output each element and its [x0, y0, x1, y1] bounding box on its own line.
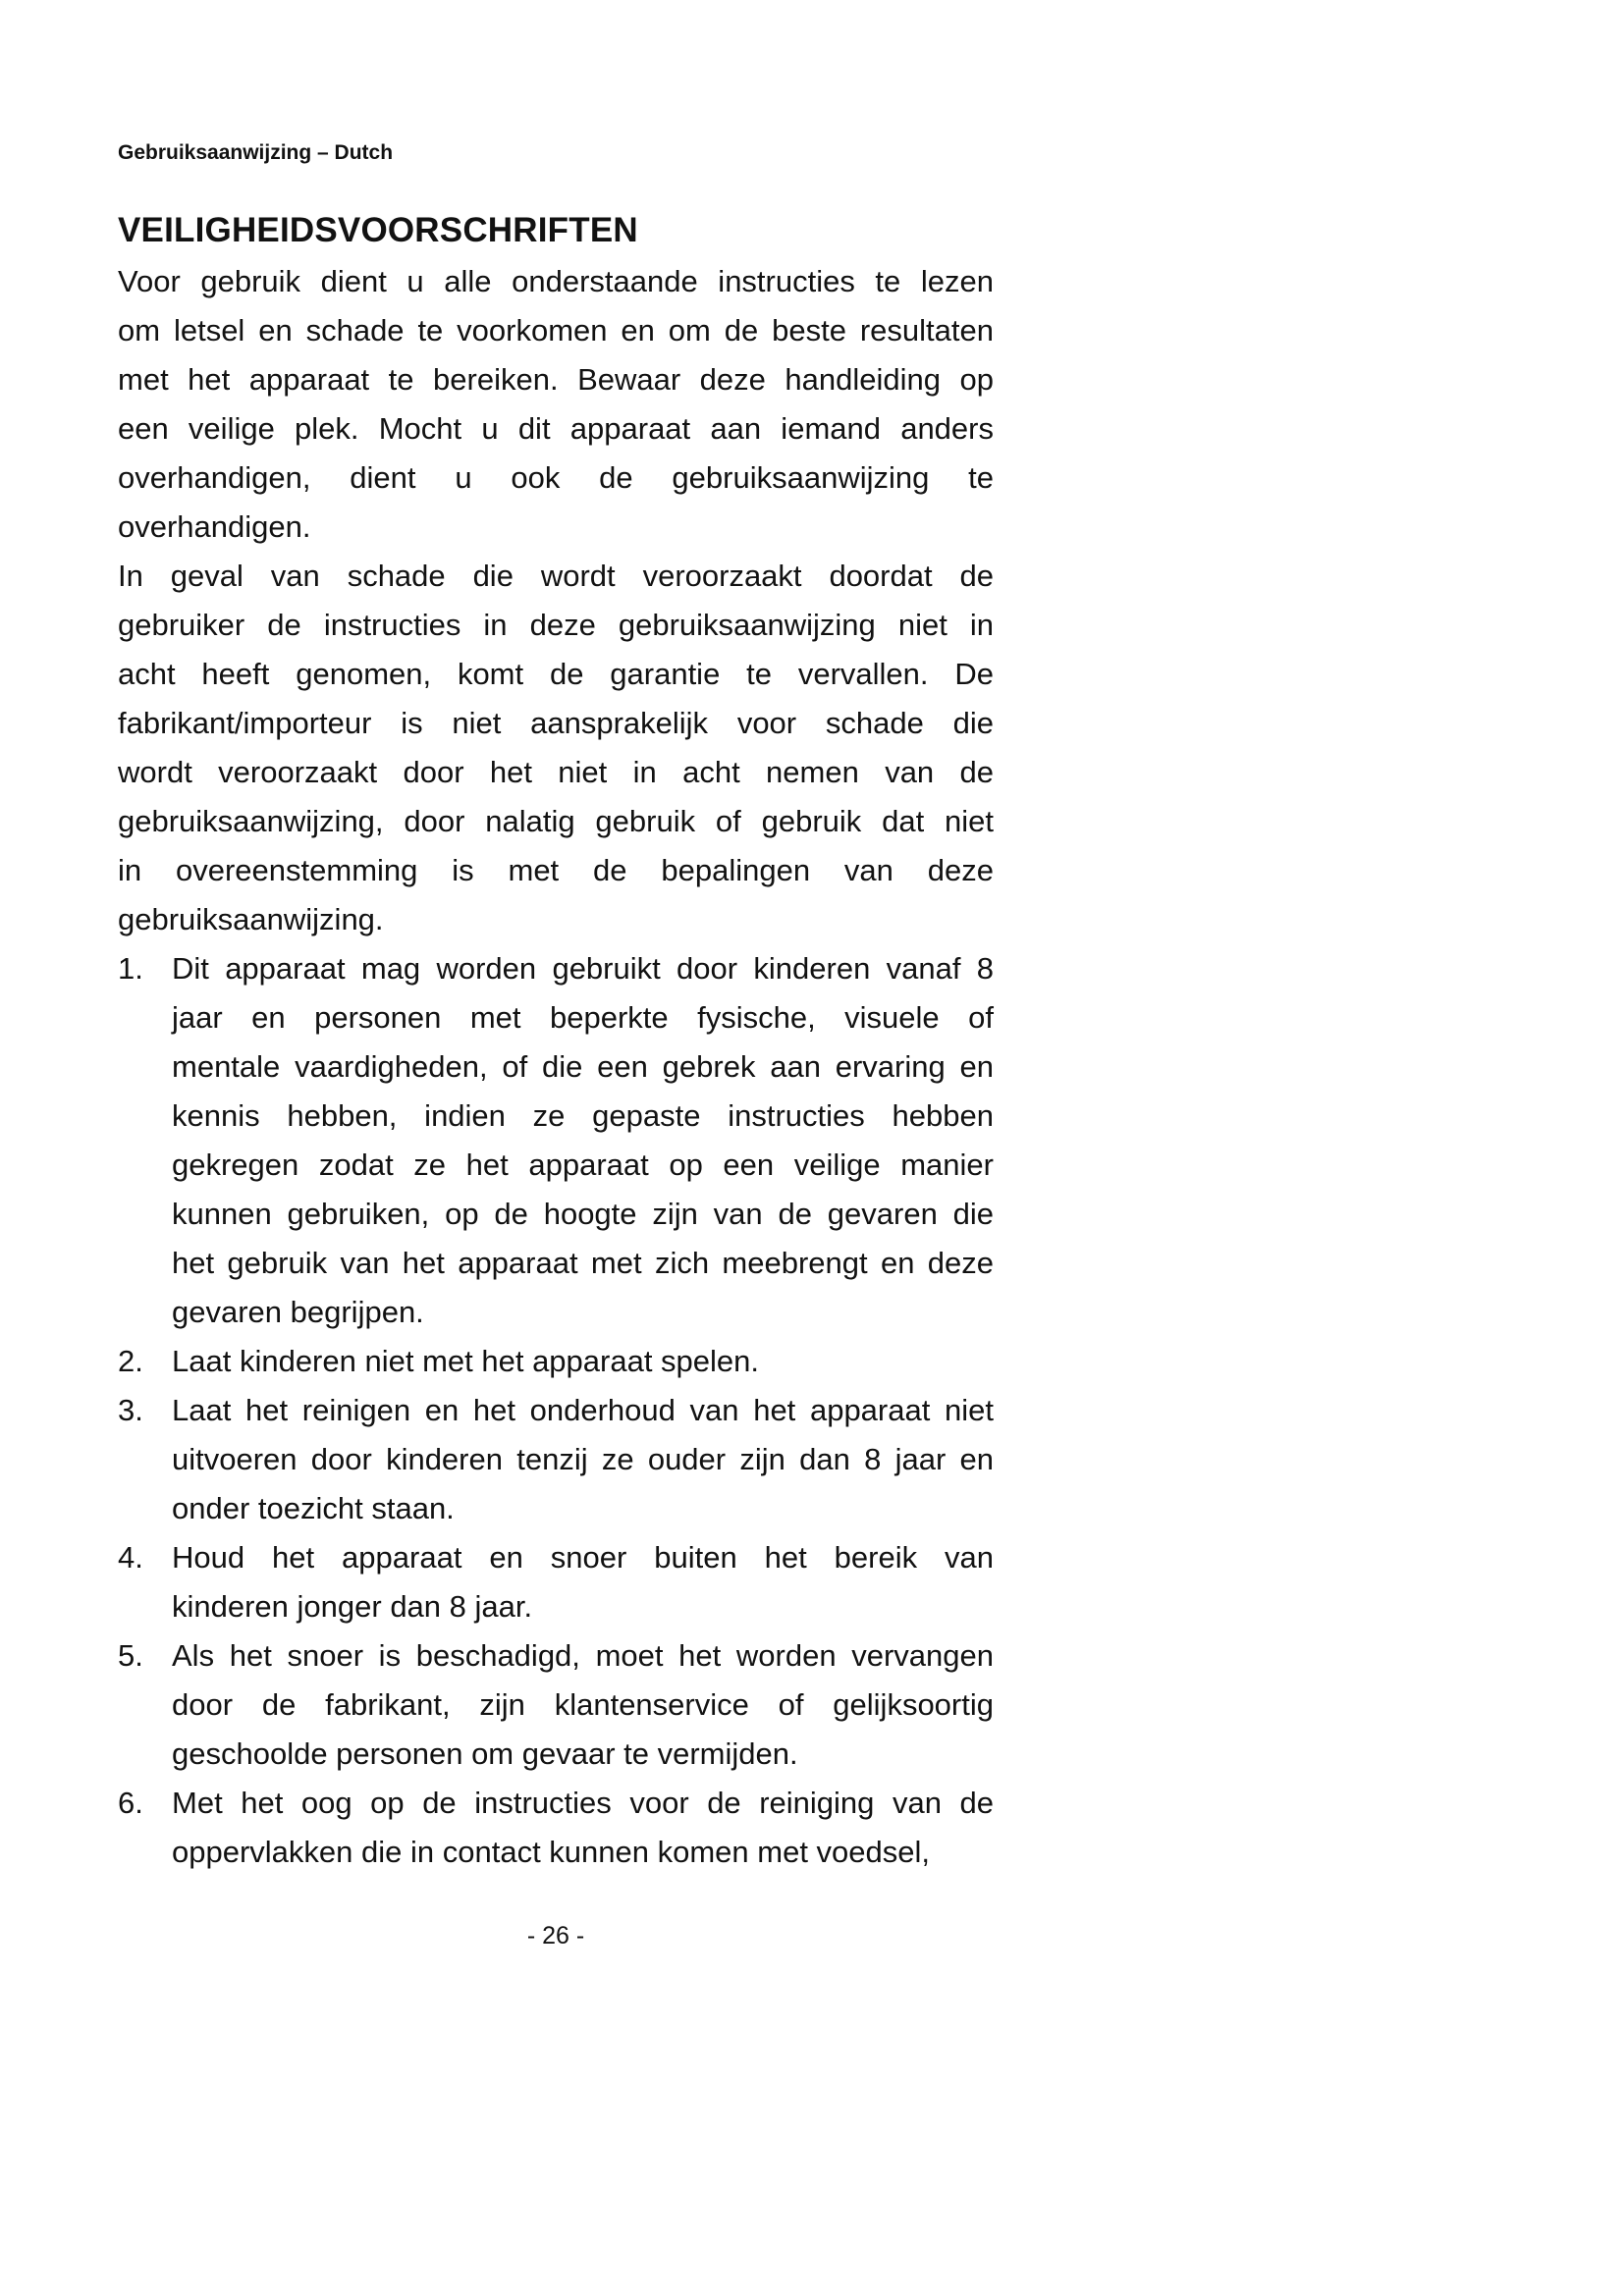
list-item-4: [118, 1533, 994, 1631]
text-line: acht heeft genomen, komt de garantie te vervallen. De: [118, 657, 994, 691]
text-line: het gebruik van het apparaat met zich meebrengt en deze: [172, 1246, 994, 1280]
text-line: door de fabrikant, zijn klantenservice of gelijksoortig: [172, 1687, 994, 1722]
list-item-3: [118, 1386, 994, 1533]
list-item-6: [118, 1779, 994, 1877]
text-line: met het apparaat te bereiken. Bewaar deze handleiding op: [118, 362, 994, 397]
section-title: VEILIGHEIDSVOORSCHRIFTEN: [118, 211, 638, 249]
text-line: Als het snoer is beschadigd, moet het worden vervangen: [172, 1638, 994, 1673]
list-item-text: [172, 1337, 994, 1386]
text-line: oppervlakken die in contact kunnen komen met voedsel,: [172, 1835, 931, 1869]
text-line: wordt veroorzaakt door het niet in acht nemen van de: [118, 755, 994, 789]
safety-instructions-list: [118, 944, 994, 1877]
list-item-number: 2.: [118, 1344, 143, 1378]
list-item-text: [172, 1631, 994, 1779]
warranty-paragraph: [118, 552, 994, 944]
document-header: Gebruiksaanwijzing – Dutch: [118, 141, 394, 164]
list-item-2: [118, 1337, 994, 1386]
text-line: een veilige plek. Mocht u dit apparaat aan iemand anders: [118, 411, 994, 446]
text-line: onder toezicht staan.: [172, 1491, 455, 1525]
text-line: Dit apparaat mag worden gebruikt door kinderen vanaf 8: [172, 951, 994, 986]
list-item-number: 4.: [118, 1540, 143, 1575]
list-item-number: 6.: [118, 1786, 143, 1820]
text-line: Laat kinderen niet met het apparaat spelen.: [172, 1344, 760, 1378]
list-item-number: 5.: [118, 1638, 143, 1673]
text-line: Voor gebruik dient u alle onderstaande instructies te lezen: [118, 264, 994, 298]
list-item-1: [118, 944, 994, 1337]
text-line: Met het oog op de instructies voor de reiniging van de: [172, 1786, 994, 1820]
document-content: [118, 204, 994, 1877]
intro-paragraph: [118, 257, 994, 552]
text-line: geschoolde personen om gevaar te vermijden.: [172, 1736, 798, 1771]
text-line: Houd het apparaat en snoer buiten het bereik van: [172, 1540, 994, 1575]
list-item-number: 1.: [118, 951, 143, 986]
text-line: mentale vaardigheden, of die een gebrek aan ervaring en: [172, 1049, 994, 1084]
list-item-text: [172, 1533, 994, 1631]
text-line: gebruiksaanwijzing, door nalatig gebruik of gebruik dat niet: [118, 804, 994, 838]
text-line: overhandigen, dient u ook de gebruiksaanwijzing te: [118, 460, 994, 495]
text-line: gebruiker de instructies in deze gebruiksaanwijzing niet in: [118, 608, 994, 642]
text-line: kennis hebben, indien ze gepaste instructies hebben: [172, 1098, 994, 1133]
text-line: jaar en personen met beperkte fysische, visuele of: [172, 1000, 994, 1035]
text-line: kunnen gebruiken, op de hoogte zijn van de gevaren die: [172, 1197, 994, 1231]
list-item-5: [118, 1631, 994, 1779]
list-item-text: [172, 944, 994, 1337]
text-line: In geval van schade die wordt veroorzaakt doordat de: [118, 559, 994, 593]
text-line: om letsel en schade te voorkomen en om de beste resultaten: [118, 313, 994, 347]
page-number: - 26 -: [526, 1922, 585, 1949]
list-item-text: [172, 1779, 994, 1877]
text-line: Laat het reinigen en het onderhoud van het apparaat niet: [172, 1393, 994, 1427]
text-line: kinderen jonger dan 8 jaar.: [172, 1589, 533, 1624]
text-line: gebruiksaanwijzing.: [118, 902, 384, 936]
text-line: uitvoeren door kinderen tenzij ze ouder zijn dan 8 jaar en: [172, 1442, 994, 1476]
list-item-text: [172, 1386, 994, 1533]
list-item-number: 3.: [118, 1393, 143, 1427]
text-line: in overeenstemming is met de bepalingen van deze: [118, 853, 994, 887]
text-line: fabrikant/importeur is niet aansprakelijk voor schade die: [118, 706, 994, 740]
text-line: overhandigen.: [118, 509, 311, 544]
text-line: gevaren begrijpen.: [172, 1295, 424, 1329]
text-line: gekregen zodat ze het apparaat op een veilige manier: [172, 1148, 994, 1182]
